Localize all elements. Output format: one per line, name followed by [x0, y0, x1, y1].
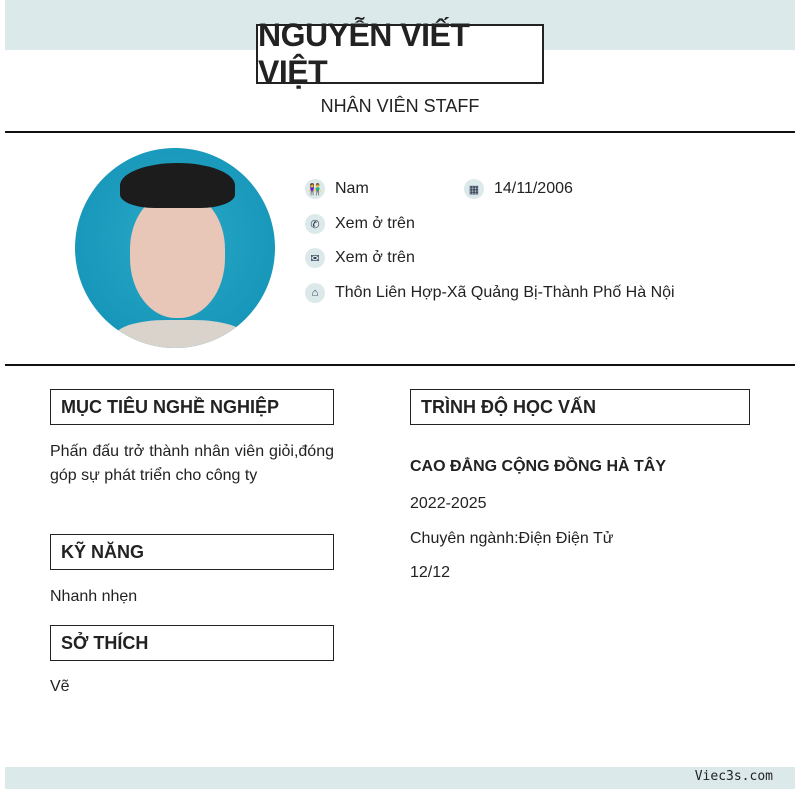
candidate-name: NGUYỄN VIẾT VIỆT	[256, 24, 544, 84]
gender-row	[305, 179, 369, 199]
education-heading: TRÌNH ĐỘ HỌC VẤN	[410, 389, 750, 425]
footer-band	[5, 767, 795, 789]
divider	[5, 131, 795, 133]
objective-text: Phấn đấu trở thành nhân viên giỏi,đóng góp sự phát triển cho công ty	[50, 443, 334, 484]
calendar-icon: ▦	[464, 179, 484, 199]
skills-text: Nhanh nhẹn	[50, 588, 138, 605]
profile-photo	[75, 148, 275, 348]
phone-icon: ✆	[305, 214, 325, 234]
email-row	[305, 248, 415, 268]
hobbies-text: Vẽ	[50, 678, 70, 695]
phone-value: Xem ở trên	[335, 215, 415, 232]
objective-heading: MỤC TIÊU NGHỀ NGHIỆP	[50, 389, 334, 425]
address-row	[305, 283, 675, 303]
position-title: NHÂN VIÊN STAFF	[320, 96, 480, 116]
education-major: Chuyên ngành:Điện Điện Tử	[410, 530, 614, 547]
divider	[5, 364, 795, 366]
address-value: Thôn Liên Hợp-Xã Quảng Bị-Thành Phố Hà Nội	[335, 284, 675, 301]
gender-value: Nam	[335, 180, 369, 197]
hobbies-heading: SỞ THÍCH	[50, 625, 334, 661]
education-years: 2022-2025	[410, 495, 487, 512]
skills-heading: KỸ NĂNG	[50, 534, 334, 570]
birthday-value: 14/11/2006	[494, 180, 573, 197]
gender-icon: 👫	[305, 179, 325, 199]
school-name: CAO ĐẲNG CỘNG ĐỒNG HÀ TÂY	[410, 458, 666, 475]
email-value: Xem ở trên	[335, 249, 415, 266]
education-grade: 12/12	[410, 564, 451, 581]
home-icon: ⌂	[305, 283, 325, 303]
envelope-icon: ✉	[305, 248, 325, 268]
footer-brand: Viec3s.com	[694, 769, 773, 784]
birthday-row	[464, 179, 573, 199]
phone-row	[305, 214, 415, 234]
